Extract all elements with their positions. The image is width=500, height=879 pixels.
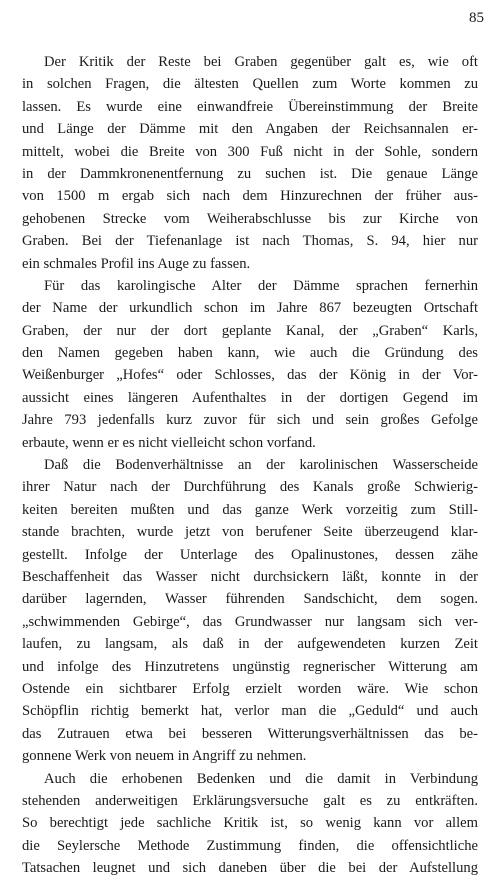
text-line: Jahre 793 jedenfalls kurz zuvor für sich und sein großes Gefolge [22,412,478,429]
text-line: Schöpflin richtig bemerkt hat, verlor man die „Geduld“ und auch [22,703,478,720]
text-line: „schwimmenden Gebirge“, das Grundwasser nur langsam sich ver- [22,613,478,630]
text-line: erbaute, wenn er es nicht vielleicht schon vorfand. [22,434,316,451]
text-line: Graben. Bei der Tiefenanlage ist nach Thomas, S. 94, hier nur [22,233,478,250]
text-line: So berechtigt jede sachliche Kritik ist, so wenig kann vor allem [22,815,478,832]
text-line: darüber lagernden, Wasser führenden Sandschicht, dem sogen. [22,591,478,608]
text-line: von 1500 m ergab sich nach dem Hinzurechnen der früher aus- [22,188,478,205]
text-line: Graben, der nur der dort geplante Kanal, der „Graben“ Karls, [22,322,478,339]
text-line: ein schmales Profil ins Auge zu fassen. [22,255,251,272]
text-line: Tatsachen leugnet und sich daneben über die bei der Aufstellung [22,860,478,877]
text-line: Der Kritik der Reste bei Graben gegenüber galt es, wie oft [44,54,478,70]
text-line: in der Dammkronenentfernung zu suchen ist. Die genaue Länge [22,165,478,182]
text-line: laufen, zu langsam, als daß in der aufgewendeten kurzen Zeit [22,636,478,653]
text-line: Für das karolingische Alter der Dämme sprachen fernerhin [44,277,478,294]
text-line: Beschaffenheit das Wasser nicht durchsickern läßt, konnte in der [22,568,478,585]
body-text [22,51,478,879]
text-line: in solchen Fragen, die ältesten Quellen zum Worte kommen zu [22,76,478,93]
text-line: aussicht eines längeren Aufenthaltes in der dortigen Gegend im [22,389,478,406]
text-line: Ostende ein sichtbarer Erfolg erzielt worden wäre. Wie schon [22,680,478,697]
text-line: Daß die Bodenverhältnisse an der karolinischen Wasserscheide [44,457,478,474]
text-line: gestellt. Infolge der Unterlage des Opalinustones, dessen zähe [22,546,478,563]
text-line: die Seylersche Methode Zustimmung finden, die offensichtliche [22,837,478,854]
text-line: mittelt, wobei die Breite von 300 Fuß nicht in der Sohle, sondern [22,143,478,160]
text-line: gonnene Werk von neuem in Angriff zu nehmen. [22,748,307,765]
text-line: gehobenen Strecke vom Weiherabschlusse bis zur Kirche von [22,210,478,227]
text-line: der Name der urkundlich schon im Jahre 867 bezeugten Ortschaft [22,300,478,317]
text-line: stande brachten, wurde jetzt von berufener Seite überzeugend klar- [22,524,478,541]
text-line: und infolge des Hinzutretens ungünstig regnerischer Witterung am [22,658,478,675]
text-line: und Länge der Dämme mit den Angaben der Reichsannalen er- [22,121,478,138]
text-line: lassen. Es wurde eine einwandfreie Übereinstimmung der Breite [22,98,478,115]
text-line: Auch die erhobenen Bedenken und die damit in Verbindung [44,770,478,787]
text-line: Weißenburger „Hofes“ oder Schlosses, das der König in der Vor- [22,367,478,384]
text-line: ihrer Natur nach der Durchführung des Kanals große Schwierig- [22,479,478,496]
page-number: 85 [469,10,484,26]
text-line: stehenden anderweitigen Erklärungsversuche galt es zu entkräften. [22,792,478,809]
text-line: das Zutrauen etwa bei besseren Witterungsverhältnissen das be- [22,725,478,742]
text-line: keiten bereiten mußten und das ganze Werk vorzeitig zum Still- [22,501,478,518]
text-line: den Namen gegeben haben kann, wie auch die Gründung des [22,345,478,362]
